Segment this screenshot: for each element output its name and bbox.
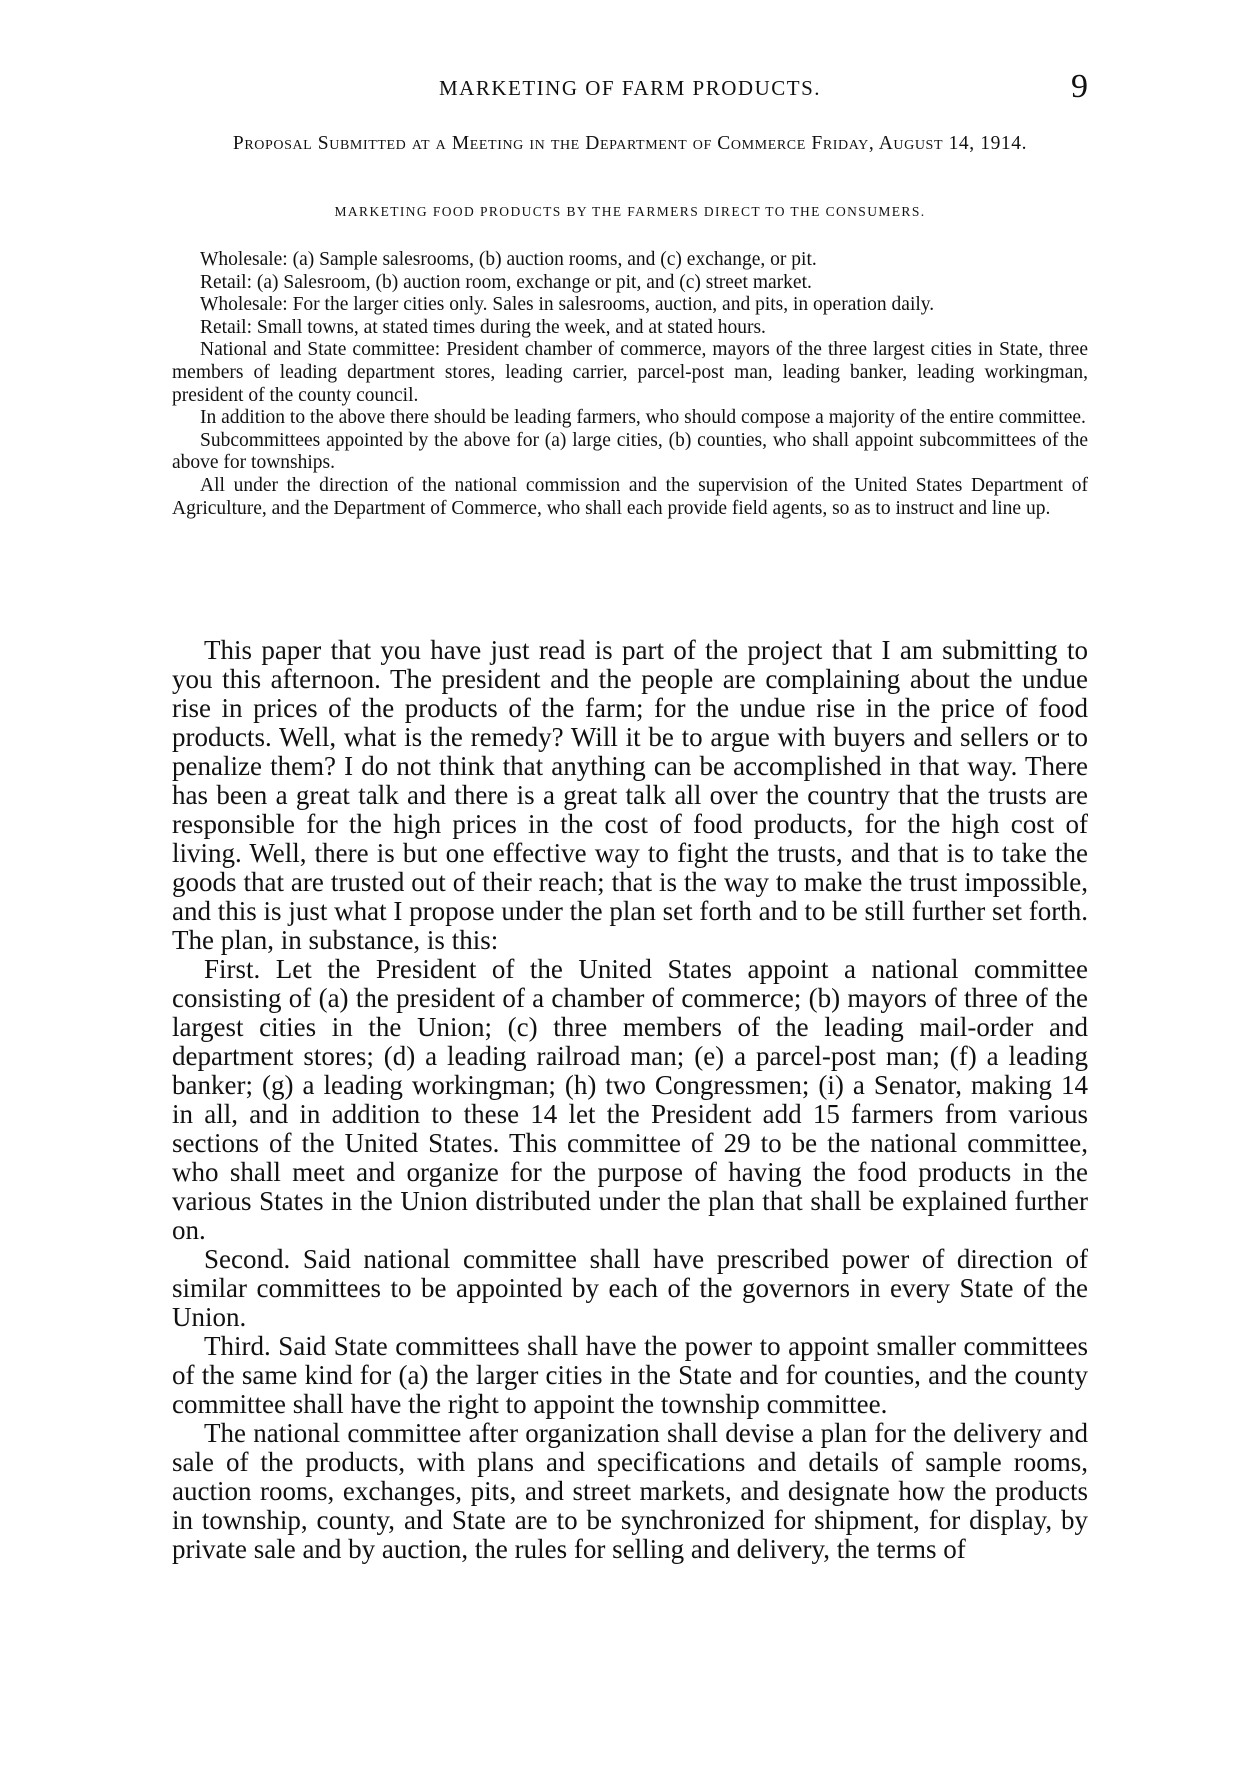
outline-paragraph: Wholesale: (a) Sample salesrooms, (b) auction rooms, and (c) exchange, or pit. — [200, 249, 817, 270]
running-head — [172, 68, 1088, 112]
body-paragraph: The national committee after organization shall devise a plan for the delivery and sale of the products, with plans and specifications and details of sample rooms, auction rooms, exchanges, pits, and street markets, and designate how the products in township, county, and State are to be synchronized for shipment, for display, by private sale and by auction, the rules for selling and delivery, the terms of — [172, 1418, 1088, 1564]
running-title: MARKETING OF FARM PRODUCTS. — [439, 76, 821, 100]
page-number: 9 — [1071, 68, 1088, 105]
body-paragraph: First. Let the President of the United States appoint a national committee consisting of (a) the president of a chamber of commerce; (b) mayors of three of the largest cities in the Union; (c) three members of the leading mail-order and department stores; (d) a leading railroad man; (e) a parcel-post man; (f) a leading banker; (g) a leading workingman; (h) two Congressmen; (i) a Senator, making 14 in all, and in addition to these 14 let the President add 15 farmers from various sections of the United States. This committee of 29 to be the national committee, who shall meet and organize for the purpose of having the food products in the various States in the Union distributed under the plan that shall be explained further on. — [172, 954, 1088, 1245]
body-text — [172, 636, 1088, 1564]
outline-paragraph: Wholesale: For the larger cities only. Sales in salesrooms, auction, and pits, in operation daily. — [200, 294, 935, 316]
outline-paragraph: Subcommittees appointed by the above for (a) large cities, (b) counties, who shall appoint subcommittees of the above for townships. — [172, 429, 1088, 474]
outline-paragraph: In addition to the above there should be leading farmers, who should compose a majority of the entire committee. — [200, 407, 1086, 429]
section-heading: MARKETING FOOD PRODUCTS BY THE FARMERS DIRECT TO THE CONSUMERS. — [334, 204, 926, 219]
body-paragraph: This paper that you have just read is part of the project that I am submitting to you this afternoon. The president and the people are complaining about the undue rise in prices of the products of the farm; for the undue rise in the price of food products. Well, what is the remedy? Will it be to argue with buyers and sellers or to penalize them? I do not think that anything can be accomplished in that way. There has been a great talk and there is a great talk all over the country that the trusts are responsible for the high prices in the cost of food products, for the high cost of living. Well, there is but one effective way to fight the trusts, and that is to take the goods that are trusted out of their reach; that is the way to make the trust impossible, and this is just what I propose under the plan set forth and to be still further set forth. The plan, in substance, is this: — [172, 635, 1088, 955]
body-paragraph: Second. Said national committee shall have prescribed power of direction of similar committees to be appointed by each of the governors in every State of the Union. — [172, 1244, 1088, 1332]
outline-paragraph: Retail: (a) Salesroom, (b) auction room, exchange or pit, and (c) street market. — [200, 271, 812, 293]
outline-paragraph: Retail: Small towns, at stated times during the week, and at stated hours. — [200, 316, 766, 338]
outline-paragraph: All under the direction of the national commission and the supervision of the United States Department of Agriculture, and the Department of Commerce, who shall each provide field agents, so as to instruct and line up. — [172, 474, 1088, 519]
outline-paragraph: National and State committee: President chamber of commerce, mayors of the three largest cities in State, three members of leading department stores, leading carrier, parcel-post man, leading banker, leading workingman, president of the county council. — [172, 339, 1088, 406]
outline-block — [172, 249, 1088, 520]
body-paragraph: Third. Said State committees shall have the power to appoint smaller committees of the same kind for (a) the larger cities in the State and for counties, and the county committee shall have the right to appoint the township committee. — [172, 1331, 1088, 1419]
proposal-heading: Proposal Submitted at a Meeting in the Department of Commerce Friday, August 14, 1914. — [232, 133, 1028, 154]
